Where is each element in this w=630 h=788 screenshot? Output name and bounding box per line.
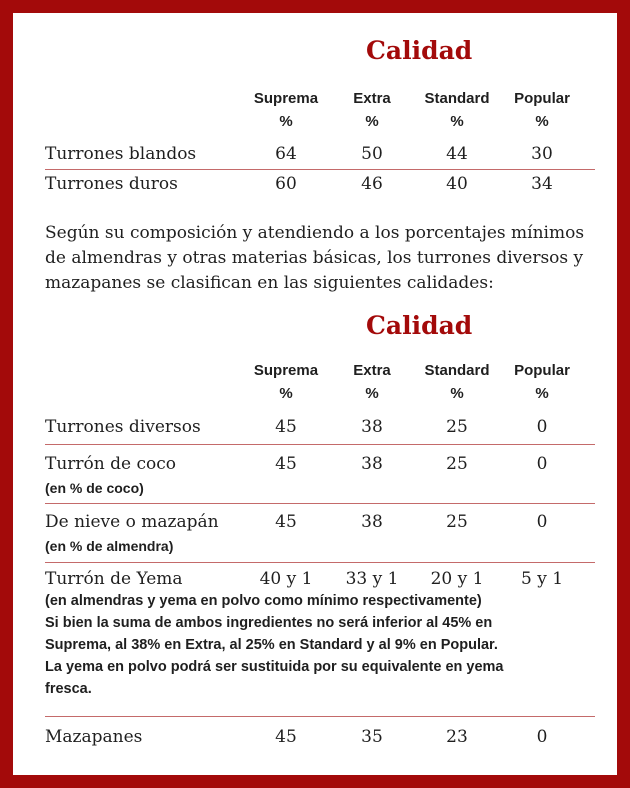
row-label: Turrones diversos: [45, 417, 201, 437]
value-popular: 0: [536, 417, 548, 437]
row-label: Turrón de coco: [45, 454, 176, 474]
value-standard: 25: [446, 512, 468, 532]
table-row: [45, 416, 595, 445]
table-row: [45, 568, 595, 717]
value-popular: 34: [531, 174, 553, 194]
table-row: [45, 173, 595, 199]
note-line: Suprema, al 38% en Extra, al 25% en Standard y al 9% en Popular.: [45, 637, 498, 653]
row-sublabel: (en % de coco): [45, 480, 144, 496]
value-extra: 38: [361, 512, 383, 532]
table-1-title: Calidad: [366, 36, 473, 65]
value-standard: 23: [446, 727, 468, 747]
col-header-suprema: Suprema %: [253, 362, 319, 402]
row-label: Turrones duros: [45, 174, 178, 194]
value-suprema: 40 y 1: [259, 569, 313, 589]
value-suprema: 60: [275, 174, 297, 194]
col-header-popular: Popular %: [514, 90, 570, 130]
value-popular: 30: [531, 144, 553, 164]
row-sublabel: (en % de almendra): [45, 538, 174, 554]
value-popular: 0: [536, 727, 548, 747]
value-popular: 0: [536, 512, 548, 532]
table-row: [45, 726, 595, 752]
yema-note: [45, 590, 595, 700]
col-header-suprema: Suprema %: [253, 90, 319, 130]
row-label: De nieve o mazapán: [45, 512, 219, 532]
row-label: Turrón de Yema: [45, 569, 183, 589]
value-suprema: 64: [275, 144, 297, 164]
table-2-title: Calidad: [366, 311, 473, 340]
table-row: [45, 143, 595, 170]
value-standard: 25: [446, 417, 468, 437]
value-standard: 25: [446, 454, 468, 474]
value-popular: 5 y 1: [520, 569, 564, 589]
value-standard: 40: [446, 174, 468, 194]
value-extra: 33 y 1: [345, 569, 399, 589]
value-extra: 35: [361, 727, 383, 747]
note-line: La yema en polvo podrá ser sustituida por su equivalente en yema: [45, 659, 504, 675]
value-suprema: 45: [275, 727, 297, 747]
intro-paragraph: Según su composición y atendiendo a los porcentajes mínimos de almendras y otras materias básicas, los turrones diversos y mazapanes se clasifican en las siguientes calidades:: [45, 223, 585, 293]
table-row: [45, 511, 595, 563]
value-suprema: 45: [275, 417, 297, 437]
row-label: Turrones blandos: [45, 144, 197, 164]
value-extra: 50: [361, 144, 383, 164]
col-header-extra: Extra %: [353, 90, 391, 130]
value-suprema: 45: [275, 454, 297, 474]
note-line: (en almendras y yema en polvo como mínimo respectivamente): [45, 593, 482, 609]
table-row: [45, 453, 595, 504]
col-header-standard: Standard %: [424, 90, 490, 130]
col-header-extra: Extra %: [353, 362, 391, 402]
value-standard: 44: [446, 144, 468, 164]
value-extra: 46: [361, 174, 383, 194]
value-extra: 38: [361, 417, 383, 437]
col-header-popular: Popular %: [514, 362, 570, 402]
note-line: fresca.: [45, 681, 92, 697]
value-extra: 38: [361, 454, 383, 474]
value-suprema: 45: [275, 512, 297, 532]
col-header-standard: Standard %: [424, 362, 490, 402]
value-standard: 20 y 1: [430, 569, 484, 589]
row-label: Mazapanes: [45, 727, 143, 747]
note-line: Si bien la suma de ambos ingredientes no será inferior al 45% en: [45, 615, 493, 631]
value-popular: 0: [536, 454, 548, 474]
